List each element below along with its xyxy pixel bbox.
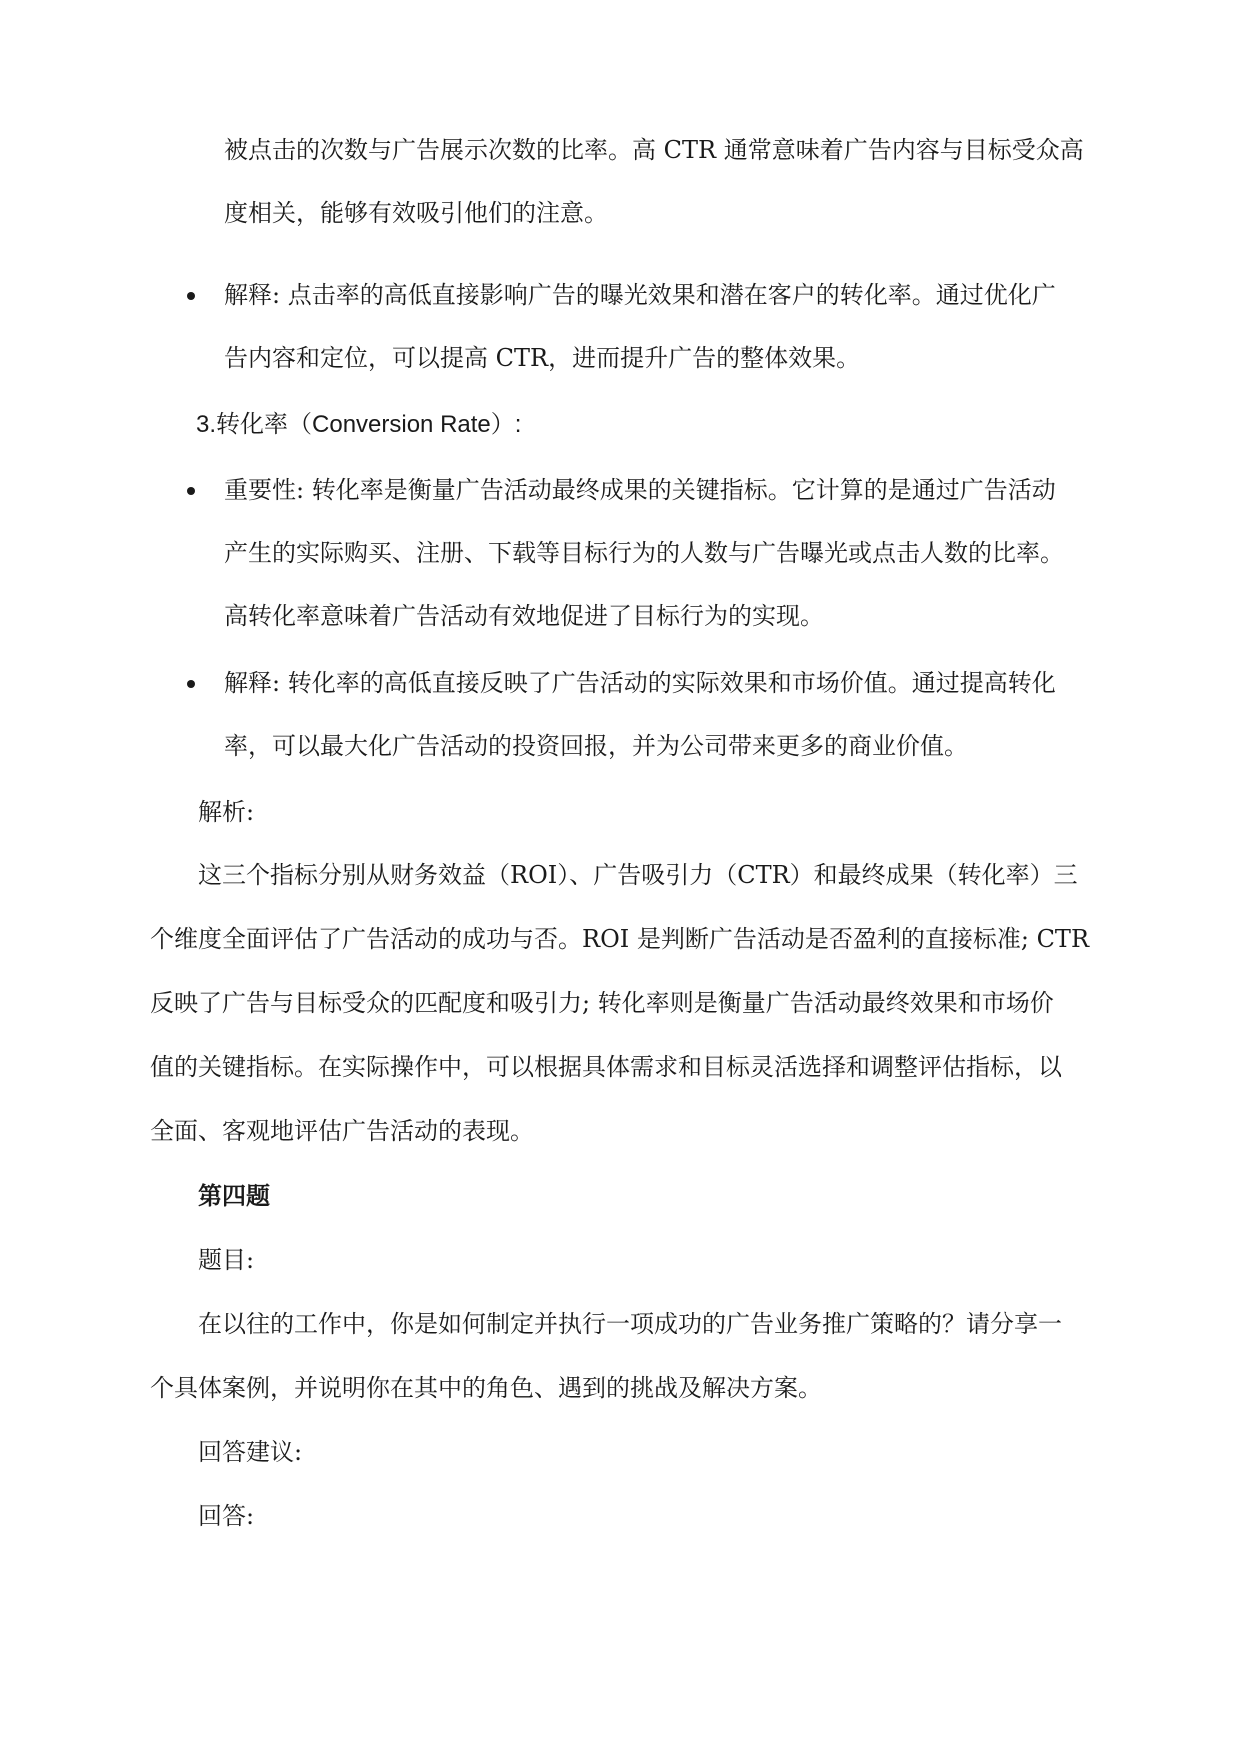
analysis-line-4: 值的关键指标。在实际操作中，可以根据具体需求和目标灵活选择和调整评估指标，以: [150, 1053, 1062, 1081]
conversion-explanation-line-1: 解释: 转化率的高低直接反映了广告活动的实际效果和市场价值。通过提高转化: [224, 669, 1056, 697]
answer-suggestion-label: 回答建议:: [198, 1438, 303, 1466]
question-line-2: 个具体案例，并说明你在其中的角色、遇到的挑战及解决方案。: [150, 1374, 822, 1402]
topic-label: 题目:: [198, 1246, 255, 1274]
analysis-line-3: 反映了广告与目标受众的匹配度和吸引力; 转化率则是衡量广告活动最终效果和市场价: [150, 989, 1054, 1017]
answer-label: 回答:: [198, 1502, 255, 1530]
ctr-definition-line-2: 度相关，能够有效吸引他们的注意。: [224, 199, 608, 227]
question-line-1: 在以往的工作中，你是如何制定并执行一项成功的广告业务推广策略的？请分享一: [198, 1310, 1062, 1338]
ctr-explanation-line-2: 告内容和定位，可以提高 CTR，进而提升广告的整体效果。: [224, 344, 861, 372]
analysis-label: 解析:: [198, 798, 255, 826]
bullet-icon: [187, 487, 195, 495]
conversion-importance-line-3: 高转化率意味着广告活动有效地促进了目标行为的实现。: [224, 602, 824, 630]
bullet-icon: [187, 292, 195, 300]
analysis-line-2: 个维度全面评估了广告活动的成功与否。ROI 是判断广告活动是否盈利的直接标准; CTR: [150, 925, 1090, 953]
conversion-explanation-line-2: 率，可以最大化广告活动的投资回报，并为公司带来更多的商业价值。: [224, 732, 968, 760]
ctr-explanation-line-1: 解释: 点击率的高低直接影响广告的曝光效果和潜在客户的转化率。通过优化广: [224, 281, 1056, 309]
conversion-importance-line-2: 产生的实际购买、注册、下载等目标行为的人数与广告曝光或点击人数的比率。: [224, 539, 1064, 567]
question-4-title: 第四题: [198, 1181, 270, 1210]
ctr-definition-line-1: 被点击的次数与广告展示次数的比率。高 CTR 通常意味着广告内容与目标受众高: [224, 136, 1084, 164]
conversion-rate-heading: 3.转化率（Conversion Rate）:: [196, 411, 522, 438]
analysis-line-5: 全面、客观地评估广告活动的表现。: [150, 1117, 534, 1145]
bullet-icon: [187, 680, 195, 688]
conversion-importance-line-1: 重要性: 转化率是衡量广告活动最终成果的关键指标。它计算的是通过广告活动: [224, 476, 1056, 504]
analysis-line-1: 这三个指标分别从财务效益（ROI）、广告吸引力（CTR）和最终成果（转化率）三: [198, 861, 1078, 889]
